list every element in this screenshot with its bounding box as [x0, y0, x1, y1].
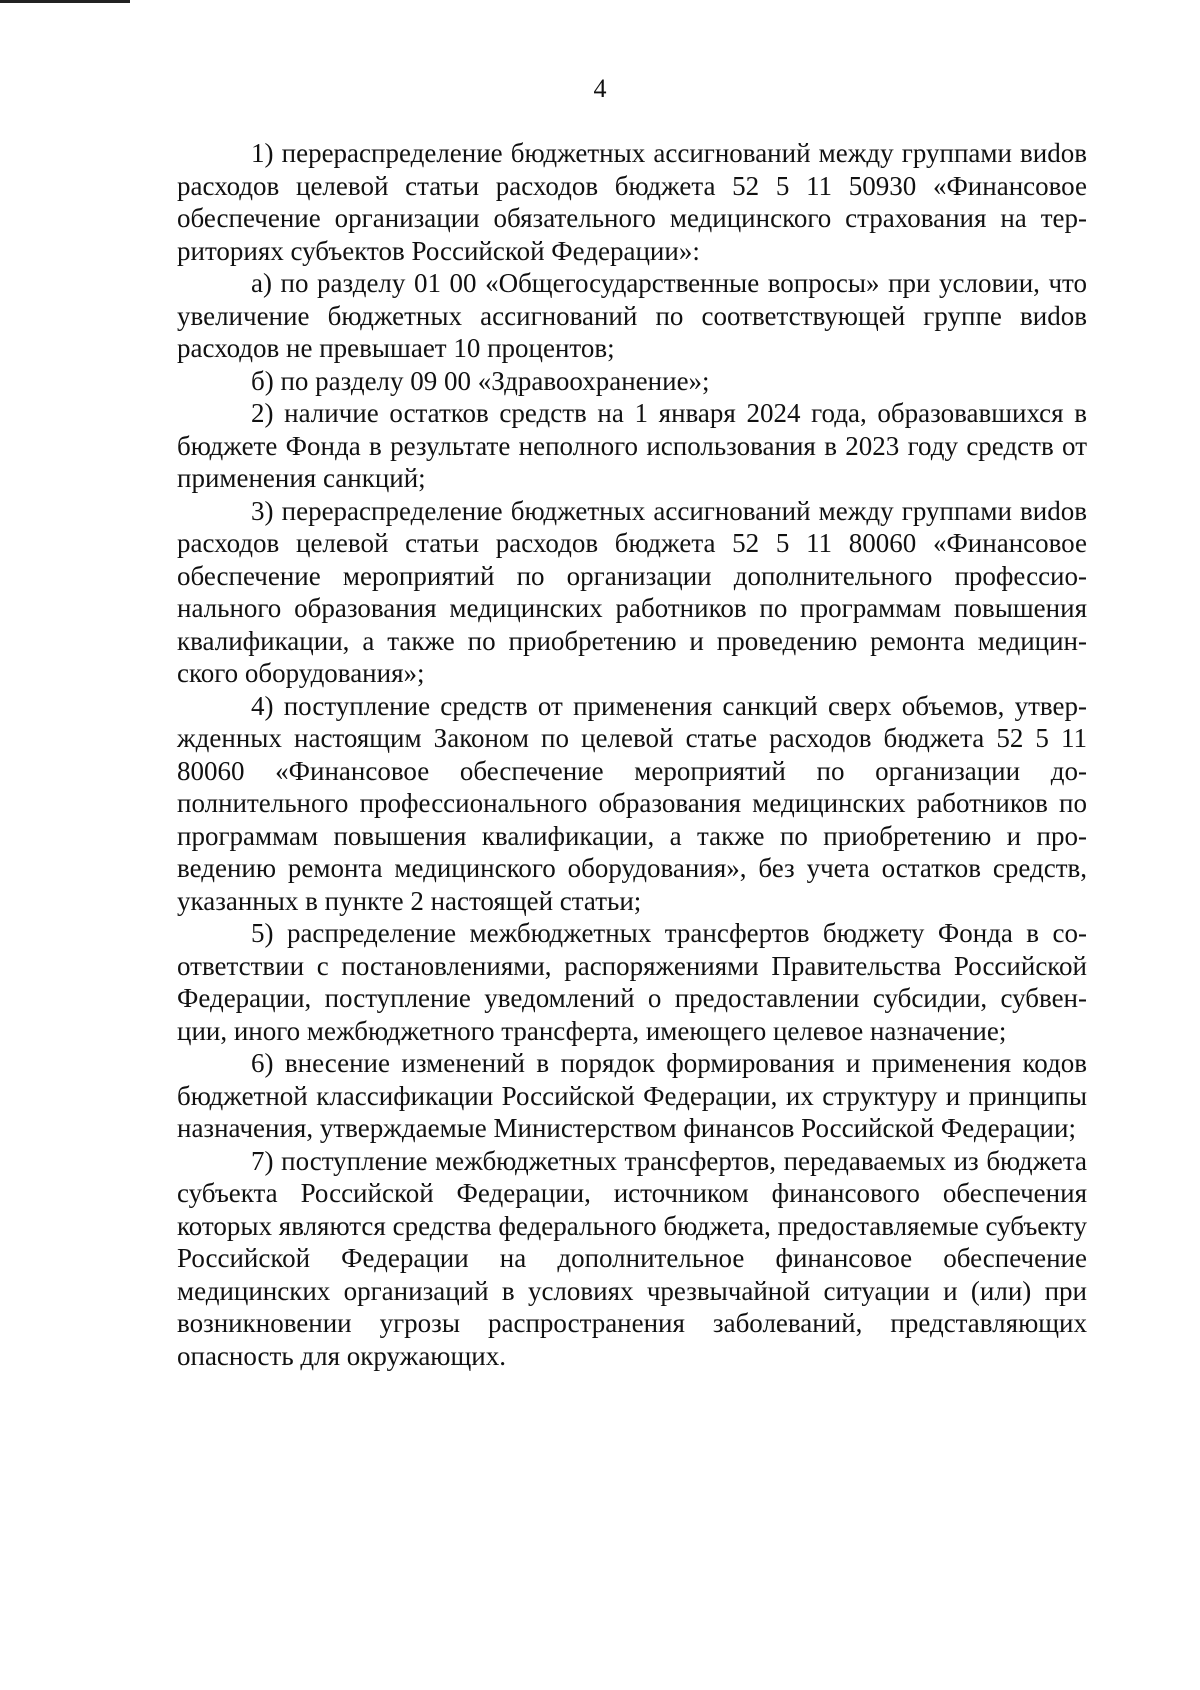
paragraph-item-1b: б) по разделу 09 00 «Здравоохранение»;: [251, 365, 710, 396]
document-body: [177, 137, 1087, 1372]
paragraph-item-5: 5) распределение межбюджетных трансфертов бюджету Фонда в соответствии с постановлениями, распоряжениями Правительства Российской Федерации, поступление уведомлений о предоставлении субсидии, субвенции, иного межбюджетного трансферта, имеющего целевое назначение;: [177, 918, 1087, 1046]
paragraph-item-7: 7) поступление межбюджетных трансфертов, передаваемых из бюджета субъекта Российской Федерации, источником финансового обеспечения которых являются средства федерального бюджета, предоставляемые субъекту Российской Федерации на дополнительное финансовое обеспечение медицинских организаций в условиях чрезвычайной ситуации и (или) при возникновении угрозы распространения заболеваний, представляющих опасность для окружающих.: [177, 1145, 1087, 1371]
scan-edge-mark: [0, 0, 130, 3]
paragraph-item-1a: а) по разделу 01 00 «Общегосударственные вопросы» при условии, что увеличение бюджетных ассигнований по соответствующей группе виdов расходов не превышает 10 процентов;: [177, 268, 1087, 363]
paragraph-item-3: 3) перераспределение бюджетных ассигнований между группами виdов расходов целевой статьи расходов бюджета 52 5 11 80060 «Финансовое обеспечение мероприятий по организации дополнительного профессионального образования медицинских работников по программам повышения квалификации, а также по приобретению и проведению ремонта медицинского оборудования»;: [177, 495, 1087, 688]
page-number: 4: [593, 74, 607, 103]
paragraph-item-4: 4) поступление средств от применения санкций сверх объемов, утвержденных настоящим Законом по целевой статье расходов бюджета 52 5 11 80060 «Финансовое обеспечение мероприятий по организации дополнительного профессионального образования медицинских работников по программам повышения квалификации, а также по приобретению и проведению ремонта медицинского оборудования», без учета остатков средств, указанных в пункте 2 настоящей статьи;: [177, 690, 1087, 916]
paragraph-item-1: 1) перераспределение бюджетных ассигнований между группами виdов расходов целевой статьи расходов бюджета 52 5 11 50930 «Финансовое обеспечение организации обязательного медицинского страхования на территориях субъектов Российской Федерации»:: [177, 138, 1087, 266]
paragraph-item-6: 6) внесение изменений в порядок формирования и применения кодов бюджетной классификации Российской Федерации, их структуру и принципы назначения, утверждаемые Министерством финансов Российской Федерации;: [177, 1048, 1087, 1143]
paragraph-item-2: 2) наличие остатков средств на 1 января 2024 года, образовавшихся в бюджете Фонда в результате неполного использования в 2023 году средств от применения санкций;: [177, 398, 1087, 493]
